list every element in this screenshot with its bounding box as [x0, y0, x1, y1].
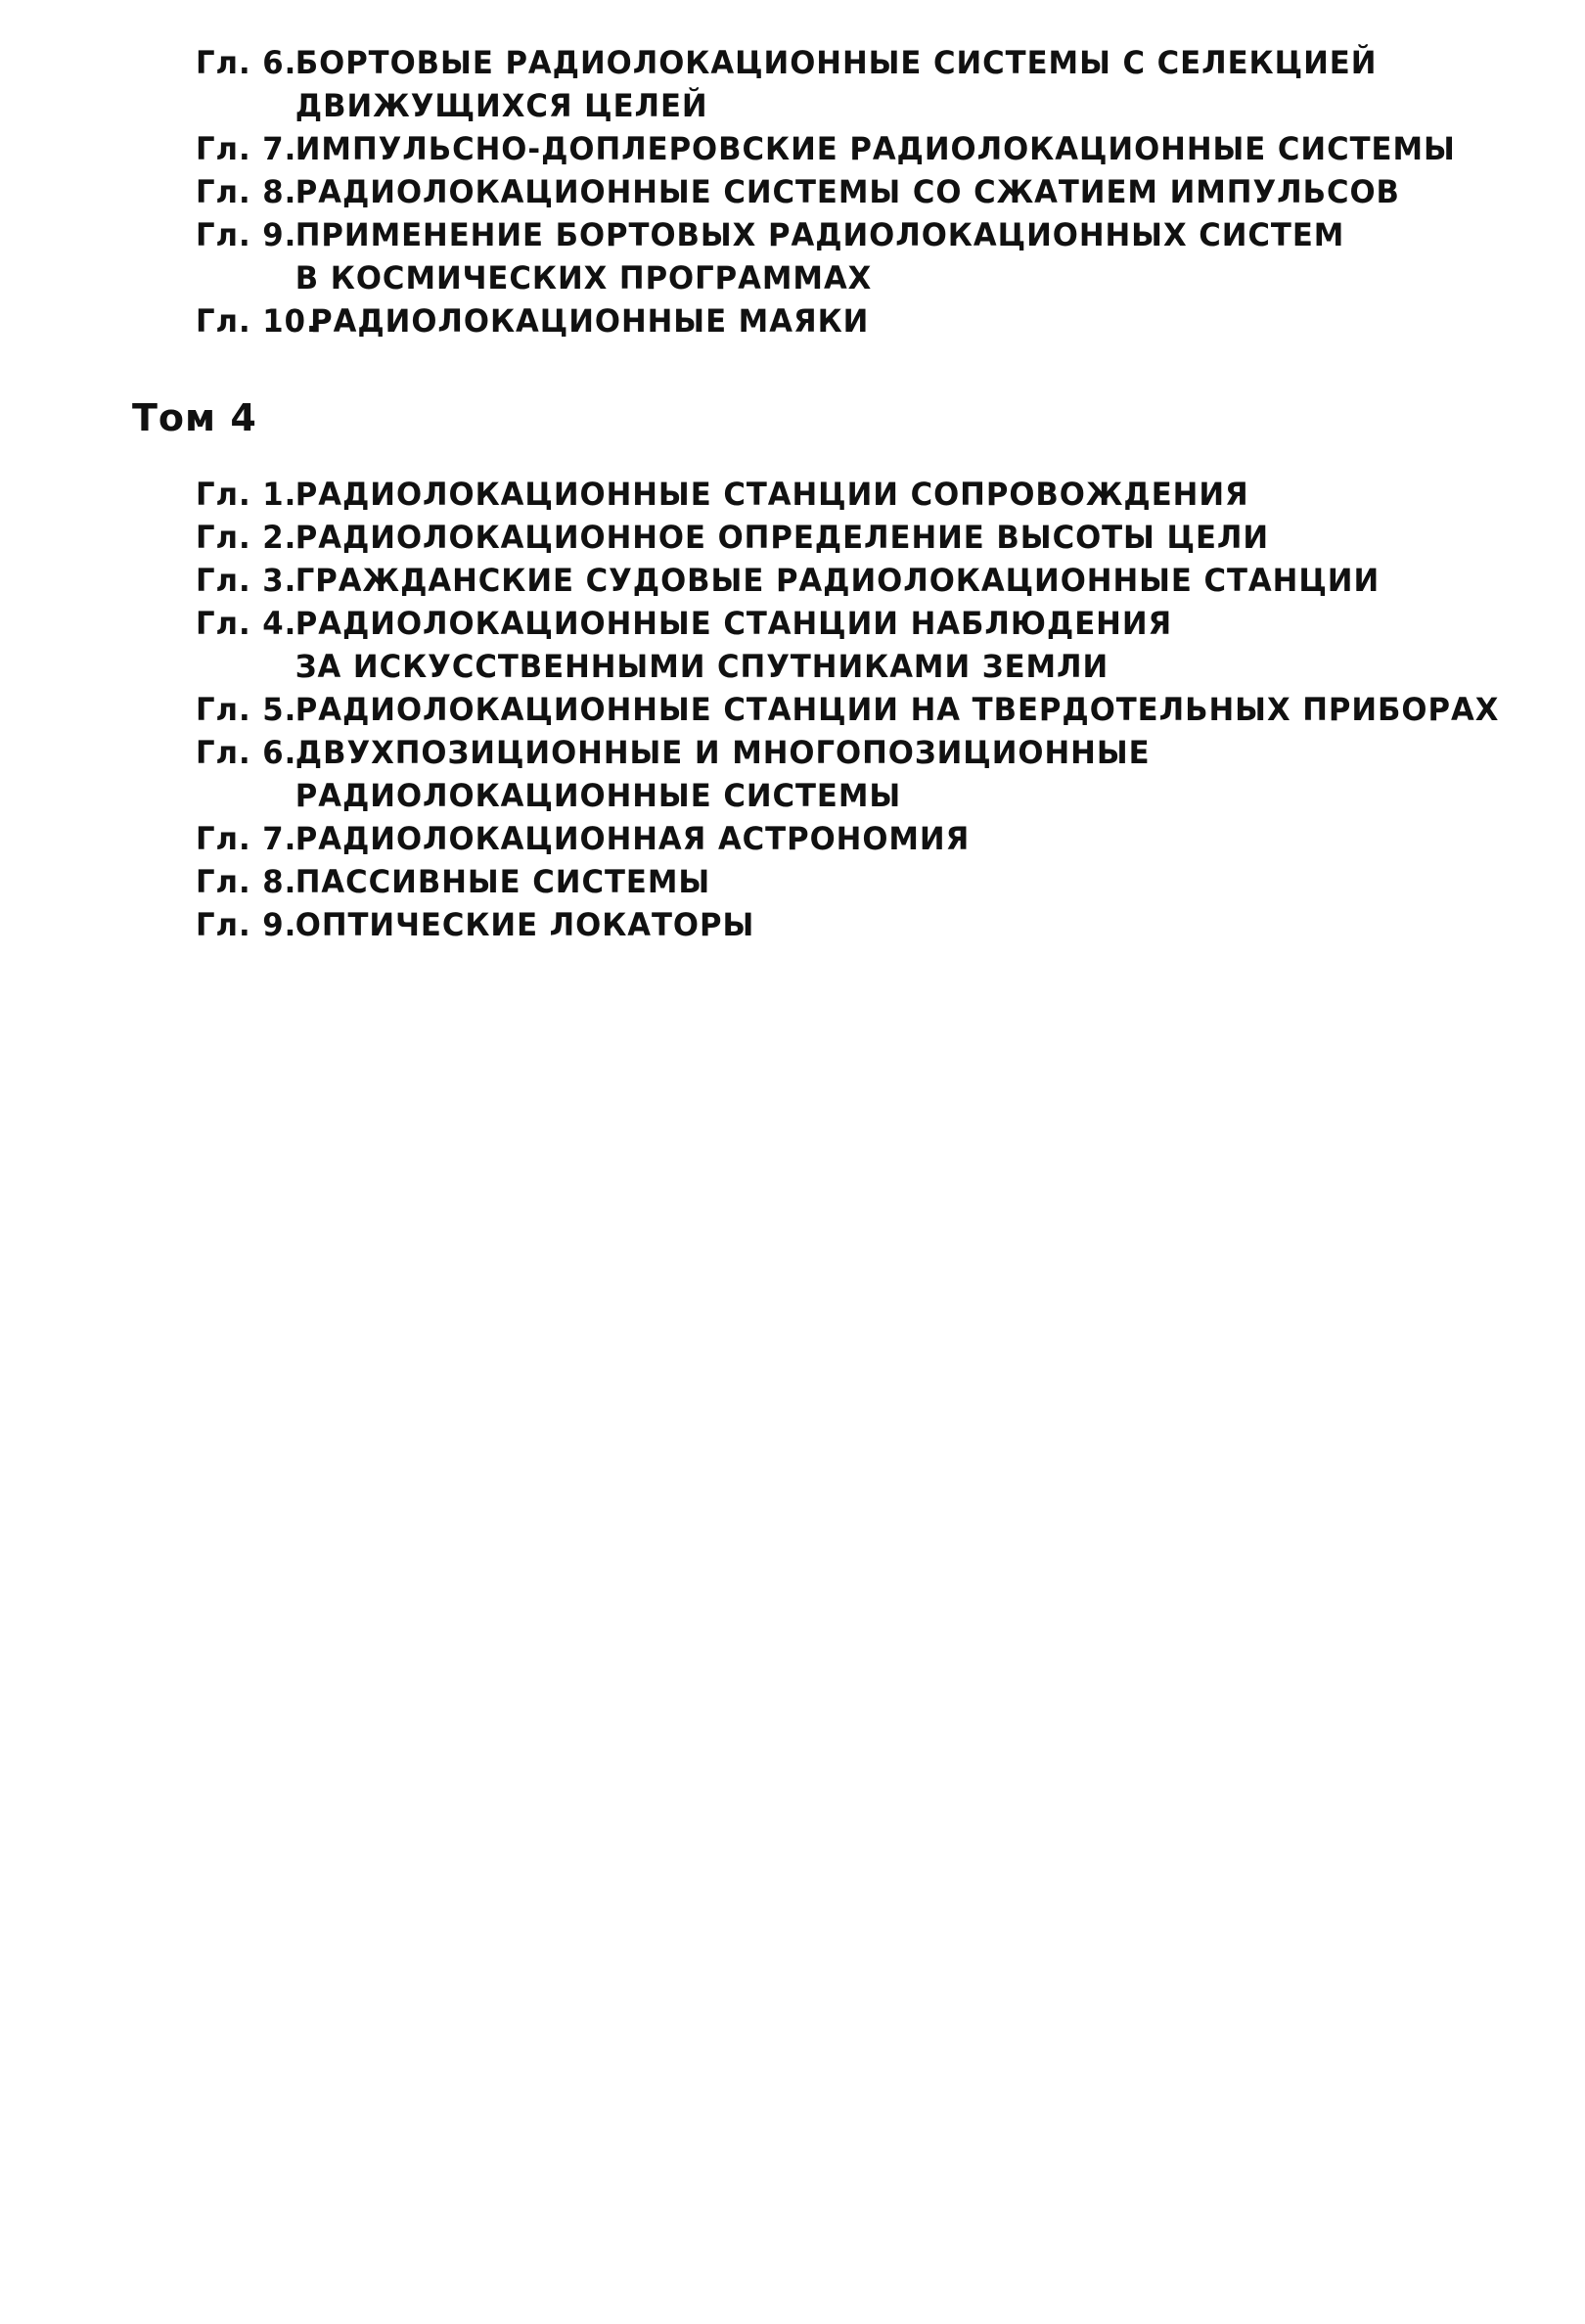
- chapter-title: ПАССИВНЫЕ СИСТЕМЫ: [294, 863, 711, 900]
- chapter-number: Гл. 9.: [196, 216, 297, 253]
- chapter-number: Гл. 1.: [196, 476, 297, 513]
- chapter-number: Гл. 4.: [196, 605, 297, 642]
- chapter-title: БОРТОВЫЕ РАДИОЛОКАЦИОННЫЕ СИСТЕМЫ С СЕЛЕКЦИЕЙ ДВИЖУЩИХСЯ ЦЕЛЕЙ: [294, 44, 1378, 124]
- chapter-entry: [196, 688, 1499, 731]
- chapter-entry: [196, 731, 1499, 817]
- chapter-entry: [196, 817, 1499, 860]
- chapter-entry: [196, 127, 1456, 170]
- chapter-title: ПРИМЕНЕНИЕ БОРТОВЫХ РАДИОЛОКАЦИОННЫХ СИСТЕМ В КОСМИЧЕСКИХ ПРОГРАММАХ: [294, 216, 1345, 296]
- chapter-number: Гл. 6.: [196, 44, 297, 81]
- chapter-number: Гл. 8.: [196, 863, 297, 900]
- chapter-number: Гл. 6.: [196, 734, 297, 771]
- chapter-title: РАДИОЛОКАЦИОННЫЕ СТАНЦИИ СОПРОВОЖДЕНИЯ: [294, 476, 1249, 513]
- chapter-entry: [196, 516, 1499, 559]
- chapter-title: РАДИОЛОКАЦИОННЫЕ МАЯКИ: [310, 302, 870, 340]
- chapter-number: Гл. 5.: [196, 691, 297, 728]
- chapter-entry: [196, 213, 1456, 299]
- chapter-title: ОПТИЧЕСКИЕ ЛОКАТОРЫ: [294, 906, 755, 943]
- chapter-title: ДВУХПОЗИЦИОННЫЕ И МНОГОПОЗИЦИОННЫЕ РАДИОЛОКАЦИОННЫЕ СИСТЕМЫ: [294, 734, 1151, 814]
- chapter-entry: [196, 903, 1499, 946]
- chapter-entry: [196, 299, 1456, 342]
- chapter-entry: [196, 473, 1499, 516]
- chapter-title: РАДИОЛОКАЦИОННЫЕ СИСТЕМЫ СО СЖАТИЕМ ИМПУЛЬСОВ: [294, 173, 1400, 210]
- chapter-entry: [196, 41, 1456, 127]
- chapter-number: Гл. 9.: [196, 906, 297, 943]
- chapter-entry: [196, 602, 1499, 688]
- chapter-number: Гл. 8.: [196, 173, 297, 210]
- volume-heading: Том 4: [132, 396, 257, 439]
- chapter-title: ГРАЖДАНСКИЕ СУДОВЫЕ РАДИОЛОКАЦИОННЫЕ СТАНЦИИ: [294, 562, 1381, 599]
- chapter-title: ИМПУЛЬСНО-ДОПЛЕРОВСКИЕ РАДИОЛОКАЦИОННЫЕ СИСТЕМЫ: [294, 130, 1456, 167]
- chapter-entry: [196, 170, 1456, 213]
- chapter-list-continued: [196, 41, 1508, 342]
- chapter-list-volume-4: [196, 473, 1554, 946]
- chapter-number: Гл. 2.: [196, 519, 297, 556]
- chapter-title: РАДИОЛОКАЦИОННЫЕ СТАНЦИИ НАБЛЮДЕНИЯ ЗА ИСКУССТВЕННЫМИ СПУТНИКАМИ ЗЕМЛИ: [294, 605, 1173, 685]
- chapter-title: РАДИОЛОКАЦИОННАЯ АСТРОНОМИЯ: [294, 820, 971, 857]
- chapter-title: РАДИОЛОКАЦИОННЫЕ СТАНЦИИ НА ТВЕРДОТЕЛЬНЫХ ПРИБОРАХ: [294, 691, 1500, 728]
- chapter-number: Гл. 7.: [196, 820, 297, 857]
- chapter-entry: [196, 559, 1499, 602]
- chapter-entry: [196, 860, 1499, 903]
- chapter-title: РАДИОЛОКАЦИОННОЕ ОПРЕДЕЛЕНИЕ ВЫСОТЫ ЦЕЛИ: [294, 519, 1270, 556]
- chapter-number: Гл. 7.: [196, 130, 297, 167]
- chapter-number: Гл. 10.: [196, 302, 319, 340]
- chapter-number: Гл. 3.: [196, 562, 297, 599]
